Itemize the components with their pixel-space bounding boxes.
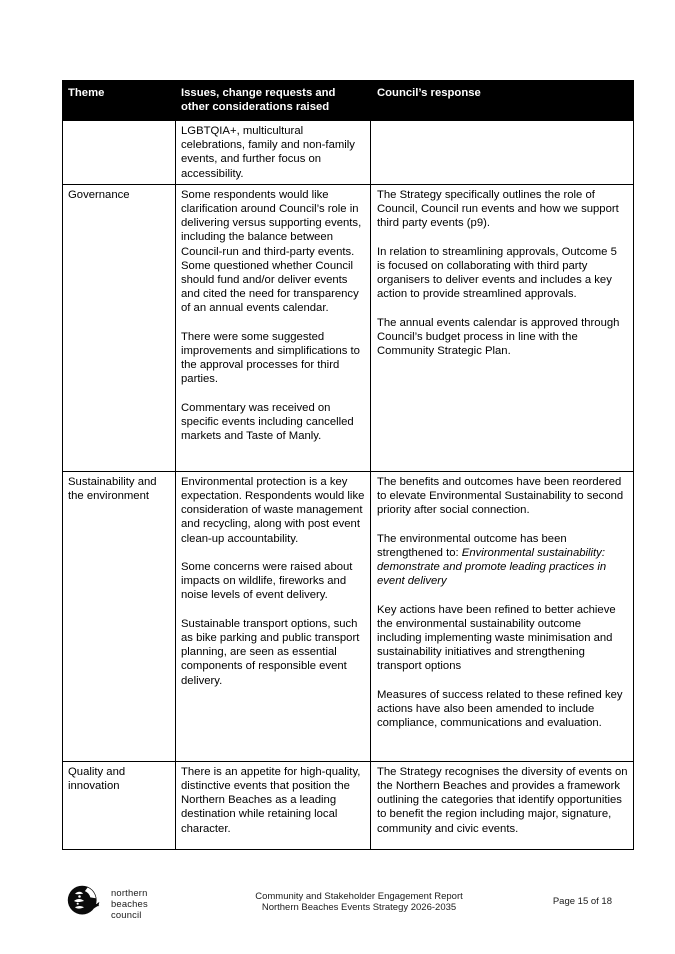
response-cell bbox=[371, 761, 634, 849]
cell-paragraph: In relation to streamlining approvals, Outcome 5 is focused on collaborating with third party organisers to deliver events and includes a key action to provide streamlined approvals. bbox=[377, 245, 617, 301]
theme-cell bbox=[63, 761, 176, 849]
cell-paragraph: There were some suggested improvements and simplifications to the approval processes for third parties. bbox=[181, 330, 360, 386]
cell-paragraph: Governance bbox=[68, 188, 130, 201]
issues-cell bbox=[176, 184, 371, 471]
footer-report-subtitle: Northern Beaches Events Strategy 2026-2035 bbox=[261, 902, 457, 913]
cell-paragraph: There is an appetite for high-quality, distinctive events that position the Northern Beaches as a leading destination while retaining local character. bbox=[181, 765, 361, 835]
cell-paragraph: Some respondents would like clarification around Council’s role in delivering versus supporting events, including the balance between Council-run and third-party events. Some questioned whether Council should fund and/or deliver events and cited the need for transparency of an annual events calendar. bbox=[181, 188, 362, 315]
council-logo-icon bbox=[66, 883, 102, 919]
cell-paragraph: Measures of success related to these refined key actions have also been amended to include compliance, communications and evaluation. bbox=[377, 688, 623, 730]
header-row bbox=[63, 81, 634, 121]
table-header bbox=[63, 81, 634, 121]
table-body bbox=[63, 121, 634, 850]
table-row bbox=[63, 121, 634, 185]
footer-report-title-block bbox=[200, 891, 518, 913]
issues-cell bbox=[176, 471, 371, 761]
council-logo-wordmark bbox=[111, 883, 148, 920]
cell-paragraph: Some concerns were raised about impacts on wildlife, fireworks and noise levels of event delivery. bbox=[181, 561, 353, 602]
issues-cell bbox=[176, 121, 371, 185]
column-header-issues: Issues, change requests and other considerations raised bbox=[176, 81, 371, 121]
logo-line-1: northern bbox=[111, 887, 148, 898]
issues-cell bbox=[176, 761, 371, 849]
theme-cell bbox=[63, 471, 176, 761]
response-cell bbox=[371, 471, 634, 761]
theme-cell bbox=[63, 184, 176, 471]
cell-paragraph: Sustainability and the environment bbox=[68, 475, 157, 503]
cell-paragraph: Sustainable transport options, such as bike parking and public transport planning, are seen as essential components of responsible event delivery. bbox=[181, 617, 360, 687]
column-header-response: Council’s response bbox=[371, 81, 634, 121]
cell-paragraph: The environmental outcome has been strengthened to: Environmental sustainability: demonstrate and promote leading practices in event delivery bbox=[377, 532, 607, 588]
cell-paragraph: The benefits and outcomes have been reordered to elevate Environmental Sustainability to second priority after social connection. bbox=[377, 475, 624, 517]
cell-paragraph: Quality and innovation bbox=[68, 765, 126, 793]
column-header-theme: Theme bbox=[63, 81, 176, 121]
logo-line-2: beaches bbox=[111, 898, 148, 909]
table-row bbox=[63, 761, 634, 849]
cell-paragraph: The Strategy recognises the diversity of events on the Northern Beaches and provides a framework outlining the categories that identify opportunities to benefit the region including major, signature, community and civic events. bbox=[377, 765, 628, 835]
council-logo bbox=[66, 883, 148, 920]
table-row bbox=[63, 184, 634, 471]
engagement-feedback-table bbox=[62, 80, 634, 850]
cell-paragraph: The Strategy specifically outlines the role of Council, Council run events and how we support third party events (p9). bbox=[377, 188, 619, 230]
cell-paragraph: LGBTQIA+, multicultural celebrations, family and non-family events, and further focus on accessibility. bbox=[181, 125, 355, 180]
cell-paragraph: Key actions have been refined to better achieve the environmental sustainability outcome including implementing waste minimisation and sustainability initiatives and strengthening transport options bbox=[377, 603, 616, 673]
theme-cell bbox=[63, 121, 176, 185]
cell-paragraph: Commentary was received on specific events including cancelled markets and Taste of Manly. bbox=[181, 401, 354, 443]
cell-paragraph: Environmental protection is a key expectation. Respondents would like consideration of waste management and recycling, along with post event clean-up accountability. bbox=[181, 475, 365, 545]
table-row bbox=[63, 471, 634, 761]
cell-paragraph: The annual events calendar is approved through Council’s budget process in line with the Community Strategic Plan. bbox=[377, 316, 620, 358]
response-cell bbox=[371, 184, 634, 471]
footer-report-title: Community and Stakeholder Engagement Report bbox=[255, 891, 463, 902]
page-number: Page 15 of 18 bbox=[552, 896, 612, 907]
response-cell bbox=[371, 121, 634, 185]
logo-line-3: council bbox=[111, 909, 142, 920]
